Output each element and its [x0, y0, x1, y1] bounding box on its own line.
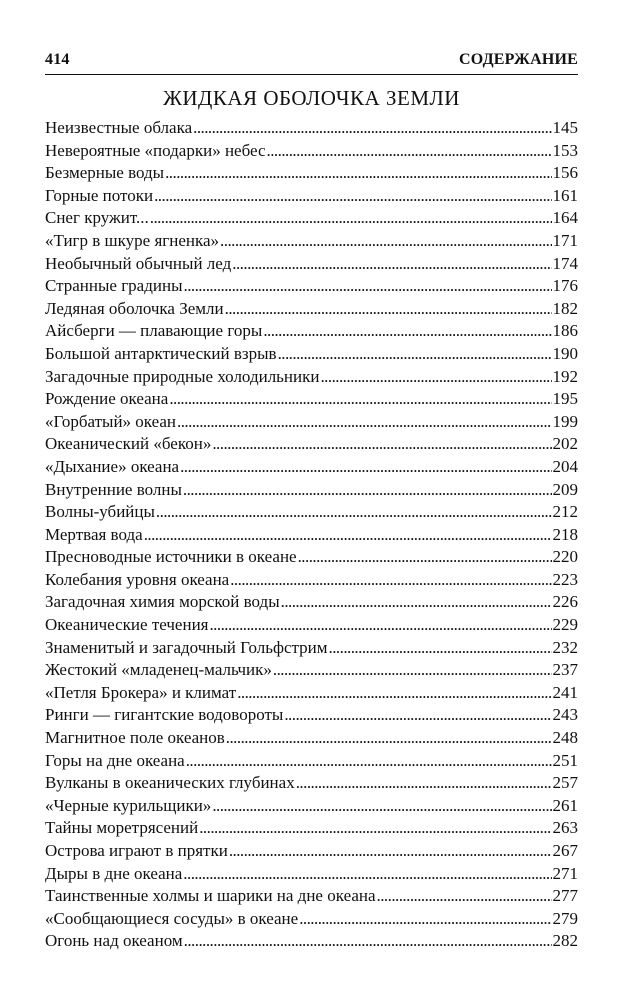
toc-entry-title: «Тигр в шкуре ягненка» [45, 230, 220, 250]
dot-leader [281, 591, 552, 614]
dot-leader [278, 343, 552, 366]
toc-entry-page: 277 [552, 886, 578, 906]
dot-leader [209, 614, 551, 637]
dot-leader [298, 546, 552, 569]
toc-entry-title: Океанический «бекон» [45, 434, 212, 454]
dot-leader [169, 388, 551, 411]
toc-entry-page: 199 [552, 411, 578, 431]
toc-entry-page: 192 [552, 366, 578, 386]
toc-entry-page: 232 [552, 637, 578, 657]
toc-entry [45, 524, 578, 547]
toc-entry-page: 220 [552, 547, 578, 567]
dot-leader [186, 750, 552, 773]
dot-leader [183, 863, 551, 886]
toc-entry [45, 930, 578, 953]
toc-entry [45, 727, 578, 750]
toc-entry [45, 682, 578, 705]
toc-entry-page: 176 [552, 276, 578, 296]
toc-entry [45, 817, 578, 840]
toc-entry-page: 241 [552, 682, 578, 702]
toc-entry-page: 153 [552, 140, 578, 160]
toc-entry-page: 190 [552, 343, 578, 363]
toc-entry-title: Вулканы в океанических глубинах [45, 773, 295, 793]
toc-entry-title: Внутренние волны [45, 479, 182, 499]
dot-leader [212, 433, 551, 456]
toc-entry-title: «Сообщающиеся сосуды» в океане [45, 908, 299, 928]
toc-entry-page: 195 [552, 389, 578, 409]
dot-leader [184, 930, 552, 953]
toc-entry [45, 885, 578, 908]
dot-leader [184, 275, 552, 298]
dot-leader [229, 840, 552, 863]
toc-entry-title: Загадочные природные холодильники [45, 366, 320, 386]
toc-entry-title: Невероятные «подарки» небес [45, 140, 266, 160]
dot-leader [296, 772, 552, 795]
toc-entry-title: Знаменитый и загадочный Гольфстрим [45, 637, 328, 657]
dot-leader [377, 885, 552, 908]
toc-entry [45, 230, 578, 253]
toc-entry-title: Горные потоки [45, 185, 154, 205]
dot-leader [226, 727, 552, 750]
toc-entry-title: «Горбатый» океан [45, 411, 177, 431]
toc-entry-title: Жестокий «младенец-мальчик» [45, 660, 272, 680]
toc-entry-title: Пресноводные источники в океане [45, 547, 297, 567]
dot-leader [230, 569, 551, 592]
toc-entry-title: Волны-убийцы [45, 502, 155, 522]
dot-leader [299, 908, 551, 931]
section-title: ЖИДКАЯ ОБОЛОЧКА ЗЕМЛИ [163, 86, 460, 110]
toc-entry-page: 229 [552, 615, 578, 635]
toc-entry [45, 343, 578, 366]
toc-entry [45, 637, 578, 660]
toc-entry [45, 569, 578, 592]
toc-entry-title: Странные градины [45, 276, 183, 296]
table-of-contents [45, 117, 578, 953]
toc-entry [45, 388, 578, 411]
toc-entry [45, 207, 578, 230]
toc-entry-page: 279 [552, 908, 578, 928]
toc-entry [45, 185, 578, 208]
toc-entry-title: Ринги — гигантские водовороты [45, 705, 284, 725]
toc-entry-title: Снег кружит... [45, 208, 149, 228]
toc-entry-title: Ледяная оболочка Земли [45, 298, 224, 318]
toc-entry-title: Дыры в дне океана [45, 863, 183, 883]
dot-leader [154, 185, 551, 208]
toc-entry-title: «Черные курильщики» [45, 795, 212, 815]
toc-entry-page: 282 [552, 931, 578, 951]
toc-entry-title: Необычный обычный лед [45, 253, 232, 273]
toc-entry [45, 501, 578, 524]
toc-entry-page: 251 [552, 750, 578, 770]
toc-entry [45, 614, 578, 637]
toc-entry [45, 298, 578, 321]
dot-leader [284, 704, 551, 727]
toc-entry-page: 182 [552, 298, 578, 318]
toc-entry-page: 243 [552, 705, 578, 725]
dot-leader [150, 207, 552, 230]
toc-entry-title: Безмерные воды [45, 163, 165, 183]
toc-entry-title: «Дыхание» океана [45, 456, 180, 476]
toc-entry-page: 186 [552, 321, 578, 341]
dot-leader [329, 637, 552, 660]
toc-entry-title: Рождение океана [45, 389, 169, 409]
dot-leader [225, 298, 552, 321]
toc-entry-page: 145 [552, 118, 578, 137]
toc-entry [45, 117, 578, 140]
toc-entry-page: 267 [552, 841, 578, 860]
dot-leader [263, 320, 551, 343]
toc-entry-title: Тайны моретрясений [45, 818, 199, 838]
toc-entry-title: Океанические течения [45, 615, 209, 635]
toc-entry [45, 840, 578, 863]
toc-entry-page: 212 [552, 502, 578, 522]
running-title: СОДЕРЖАНИЕ [458, 51, 578, 68]
toc-entry-title: Неизвестные облака [45, 118, 193, 137]
running-header [45, 51, 578, 69]
toc-entry [45, 795, 578, 818]
dot-leader [177, 411, 551, 434]
toc-entry-page: 261 [552, 795, 578, 815]
toc-entry [45, 162, 578, 185]
toc-entry [45, 704, 578, 727]
dot-leader [273, 659, 552, 682]
toc-entry [45, 659, 578, 682]
toc-entry [45, 366, 578, 389]
dot-leader [144, 524, 552, 547]
toc-entry-title: Таинственные холмы и шарики на дне океана [45, 886, 376, 906]
toc-entry-page: 174 [552, 253, 578, 273]
page-number: 414 [45, 51, 70, 68]
toc-entry [45, 433, 578, 456]
toc-entry-page: 223 [552, 569, 578, 589]
toc-entry-page: 271 [552, 863, 578, 883]
toc-entry-title: Колебания уровня океана [45, 569, 230, 589]
toc-entry [45, 140, 578, 163]
toc-entry [45, 772, 578, 795]
dot-leader [212, 795, 551, 818]
toc-entry [45, 479, 578, 502]
dot-leader [232, 253, 551, 276]
dot-leader [199, 817, 551, 840]
toc-entry [45, 750, 578, 773]
toc-entry-page: 257 [552, 773, 578, 793]
toc-entry-title: Загадочная химия морской воды [45, 592, 280, 612]
toc-entry-title: Острова играют в прятки [45, 841, 228, 860]
toc-entry [45, 908, 578, 931]
toc-entry-page: 248 [552, 728, 578, 748]
toc-entry [45, 456, 578, 479]
toc-entry [45, 591, 578, 614]
toc-entry-page: 171 [552, 230, 578, 250]
toc-entry [45, 863, 578, 886]
toc-entry-page: 161 [552, 185, 578, 205]
toc-entry [45, 253, 578, 276]
dot-leader [237, 682, 551, 705]
dot-leader [180, 456, 551, 479]
dot-leader [320, 366, 551, 389]
toc-entry-page: 204 [552, 456, 578, 476]
toc-entry-page: 164 [552, 208, 578, 228]
toc-entry-title: «Петля Брокера» и климат [45, 682, 237, 702]
dot-leader [220, 230, 551, 253]
dot-leader [267, 140, 552, 163]
toc-entry-title: Магнитное поле океанов [45, 728, 225, 748]
toc-entry-title: Горы на дне океана [45, 750, 185, 770]
toc-entry-page: 226 [552, 592, 578, 612]
toc-entry-page: 263 [552, 818, 578, 838]
toc-entry-page: 209 [552, 479, 578, 499]
toc-entry [45, 411, 578, 434]
toc-entry-page: 202 [552, 434, 578, 454]
toc-entry-title: Большой антарктический взрыв [45, 343, 277, 363]
toc-entry [45, 275, 578, 298]
toc-entry-title: Мертвая вода [45, 524, 143, 544]
dot-leader [165, 162, 551, 185]
toc-entry [45, 320, 578, 343]
toc-entry [45, 546, 578, 569]
toc-entry-page: 218 [552, 524, 578, 544]
toc-entry-title: Айсберги — плавающие горы [45, 321, 263, 341]
toc-entry-title: Огонь над океаном [45, 931, 183, 951]
dot-leader [193, 117, 551, 140]
toc-entry-page: 156 [552, 163, 578, 183]
header-rule [45, 74, 578, 75]
dot-leader [183, 479, 552, 502]
dot-leader [156, 501, 552, 524]
toc-entry-page: 237 [552, 660, 578, 680]
